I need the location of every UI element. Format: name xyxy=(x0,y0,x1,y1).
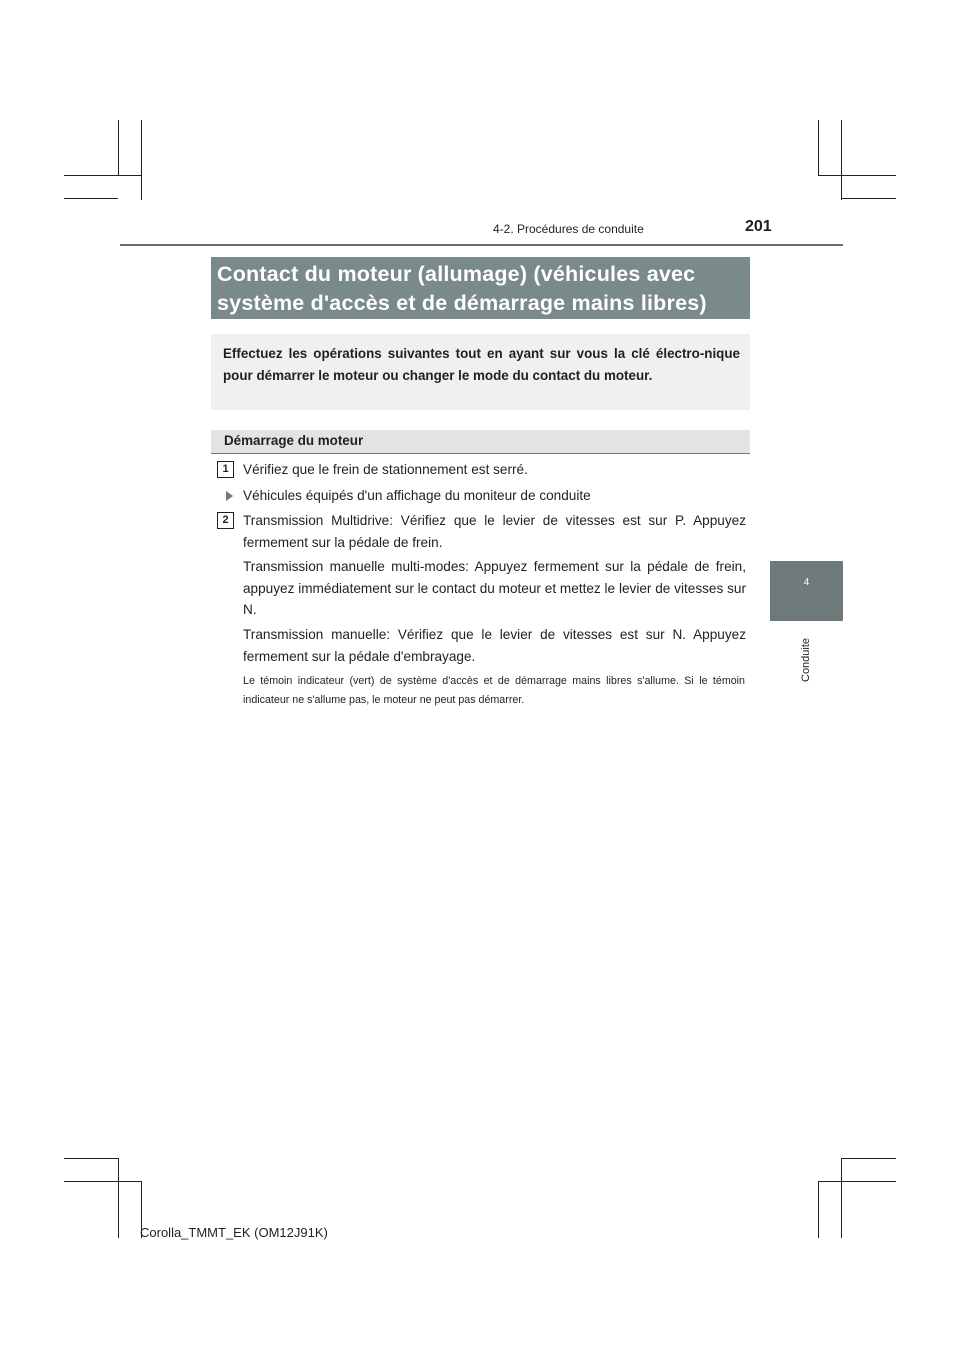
crop-mark xyxy=(141,120,142,200)
page-title-box xyxy=(211,257,750,319)
step-1-text: Vérifiez que le frein de stationnement est serré. xyxy=(243,462,528,477)
intro-box xyxy=(211,334,750,410)
page-number: 201 xyxy=(745,218,772,235)
step-1-badge: 1 xyxy=(217,461,234,478)
note-text: Le témoin indicateur (vert) de système d'accès et de démarrage mains libres s'allume. Si le témoin indicateur ne s'allume pas, le moteur ne peut pas démarrer. xyxy=(243,675,745,706)
crop-mark xyxy=(841,198,896,199)
crop-mark xyxy=(118,1158,119,1238)
footer-model-code: Corolla_TMMT_EK (OM12J91K) xyxy=(140,1225,328,1240)
crop-mark xyxy=(64,175,141,176)
intro-text: Effectuez les opérations suivantes tout en ayant sur vous la clé électro-nique pour démarrer le moteur ou changer le mode du contact du moteur. xyxy=(223,346,740,383)
crop-mark xyxy=(64,1181,141,1182)
chapter-tab xyxy=(770,561,843,621)
step-2-badge: 2 xyxy=(217,512,234,529)
chapter-name: Conduite xyxy=(800,637,812,682)
chapter-number: 4 xyxy=(803,577,810,588)
crop-mark xyxy=(818,120,819,176)
step-2-paragraph: Transmission manuelle: Vérifiez que le levier de vitesses est sur N. Appuyez fermement sur la pédale d'embrayage. xyxy=(243,627,746,664)
section-heading-bar xyxy=(211,430,750,454)
crop-mark xyxy=(818,1181,819,1238)
crop-mark xyxy=(841,120,842,200)
step-2-paragraph: Transmission Multidrive: Vérifiez que le levier de vitesses est sur P. Appuyez fermement sur la pédale de frein. xyxy=(243,513,746,550)
crop-mark xyxy=(818,175,896,176)
bullet-text: Véhicules équipés d'un affichage du moniteur de conduite xyxy=(243,488,591,503)
crop-mark xyxy=(64,1158,118,1159)
page-title: Contact du moteur (allumage) (véhicules avec système d'accès et de démarrage mains libres) xyxy=(217,262,707,315)
crop-mark xyxy=(841,1158,896,1159)
header-rule xyxy=(120,244,843,246)
crop-mark xyxy=(841,1158,842,1238)
crop-mark xyxy=(64,198,118,199)
bullet-arrow-icon xyxy=(226,491,233,501)
section-heading: Démarrage du moteur xyxy=(224,433,364,448)
section-label: 4-2. Procédures de conduite xyxy=(493,222,644,236)
crop-mark xyxy=(818,1181,896,1182)
crop-mark xyxy=(118,120,119,176)
step-2-paragraph: Transmission manuelle multi-modes: Appuyez fermement sur la pédale de frein, appuyez immédiatement sur le contact du moteur et mettez le levier de vitesses sur N. xyxy=(243,559,746,617)
